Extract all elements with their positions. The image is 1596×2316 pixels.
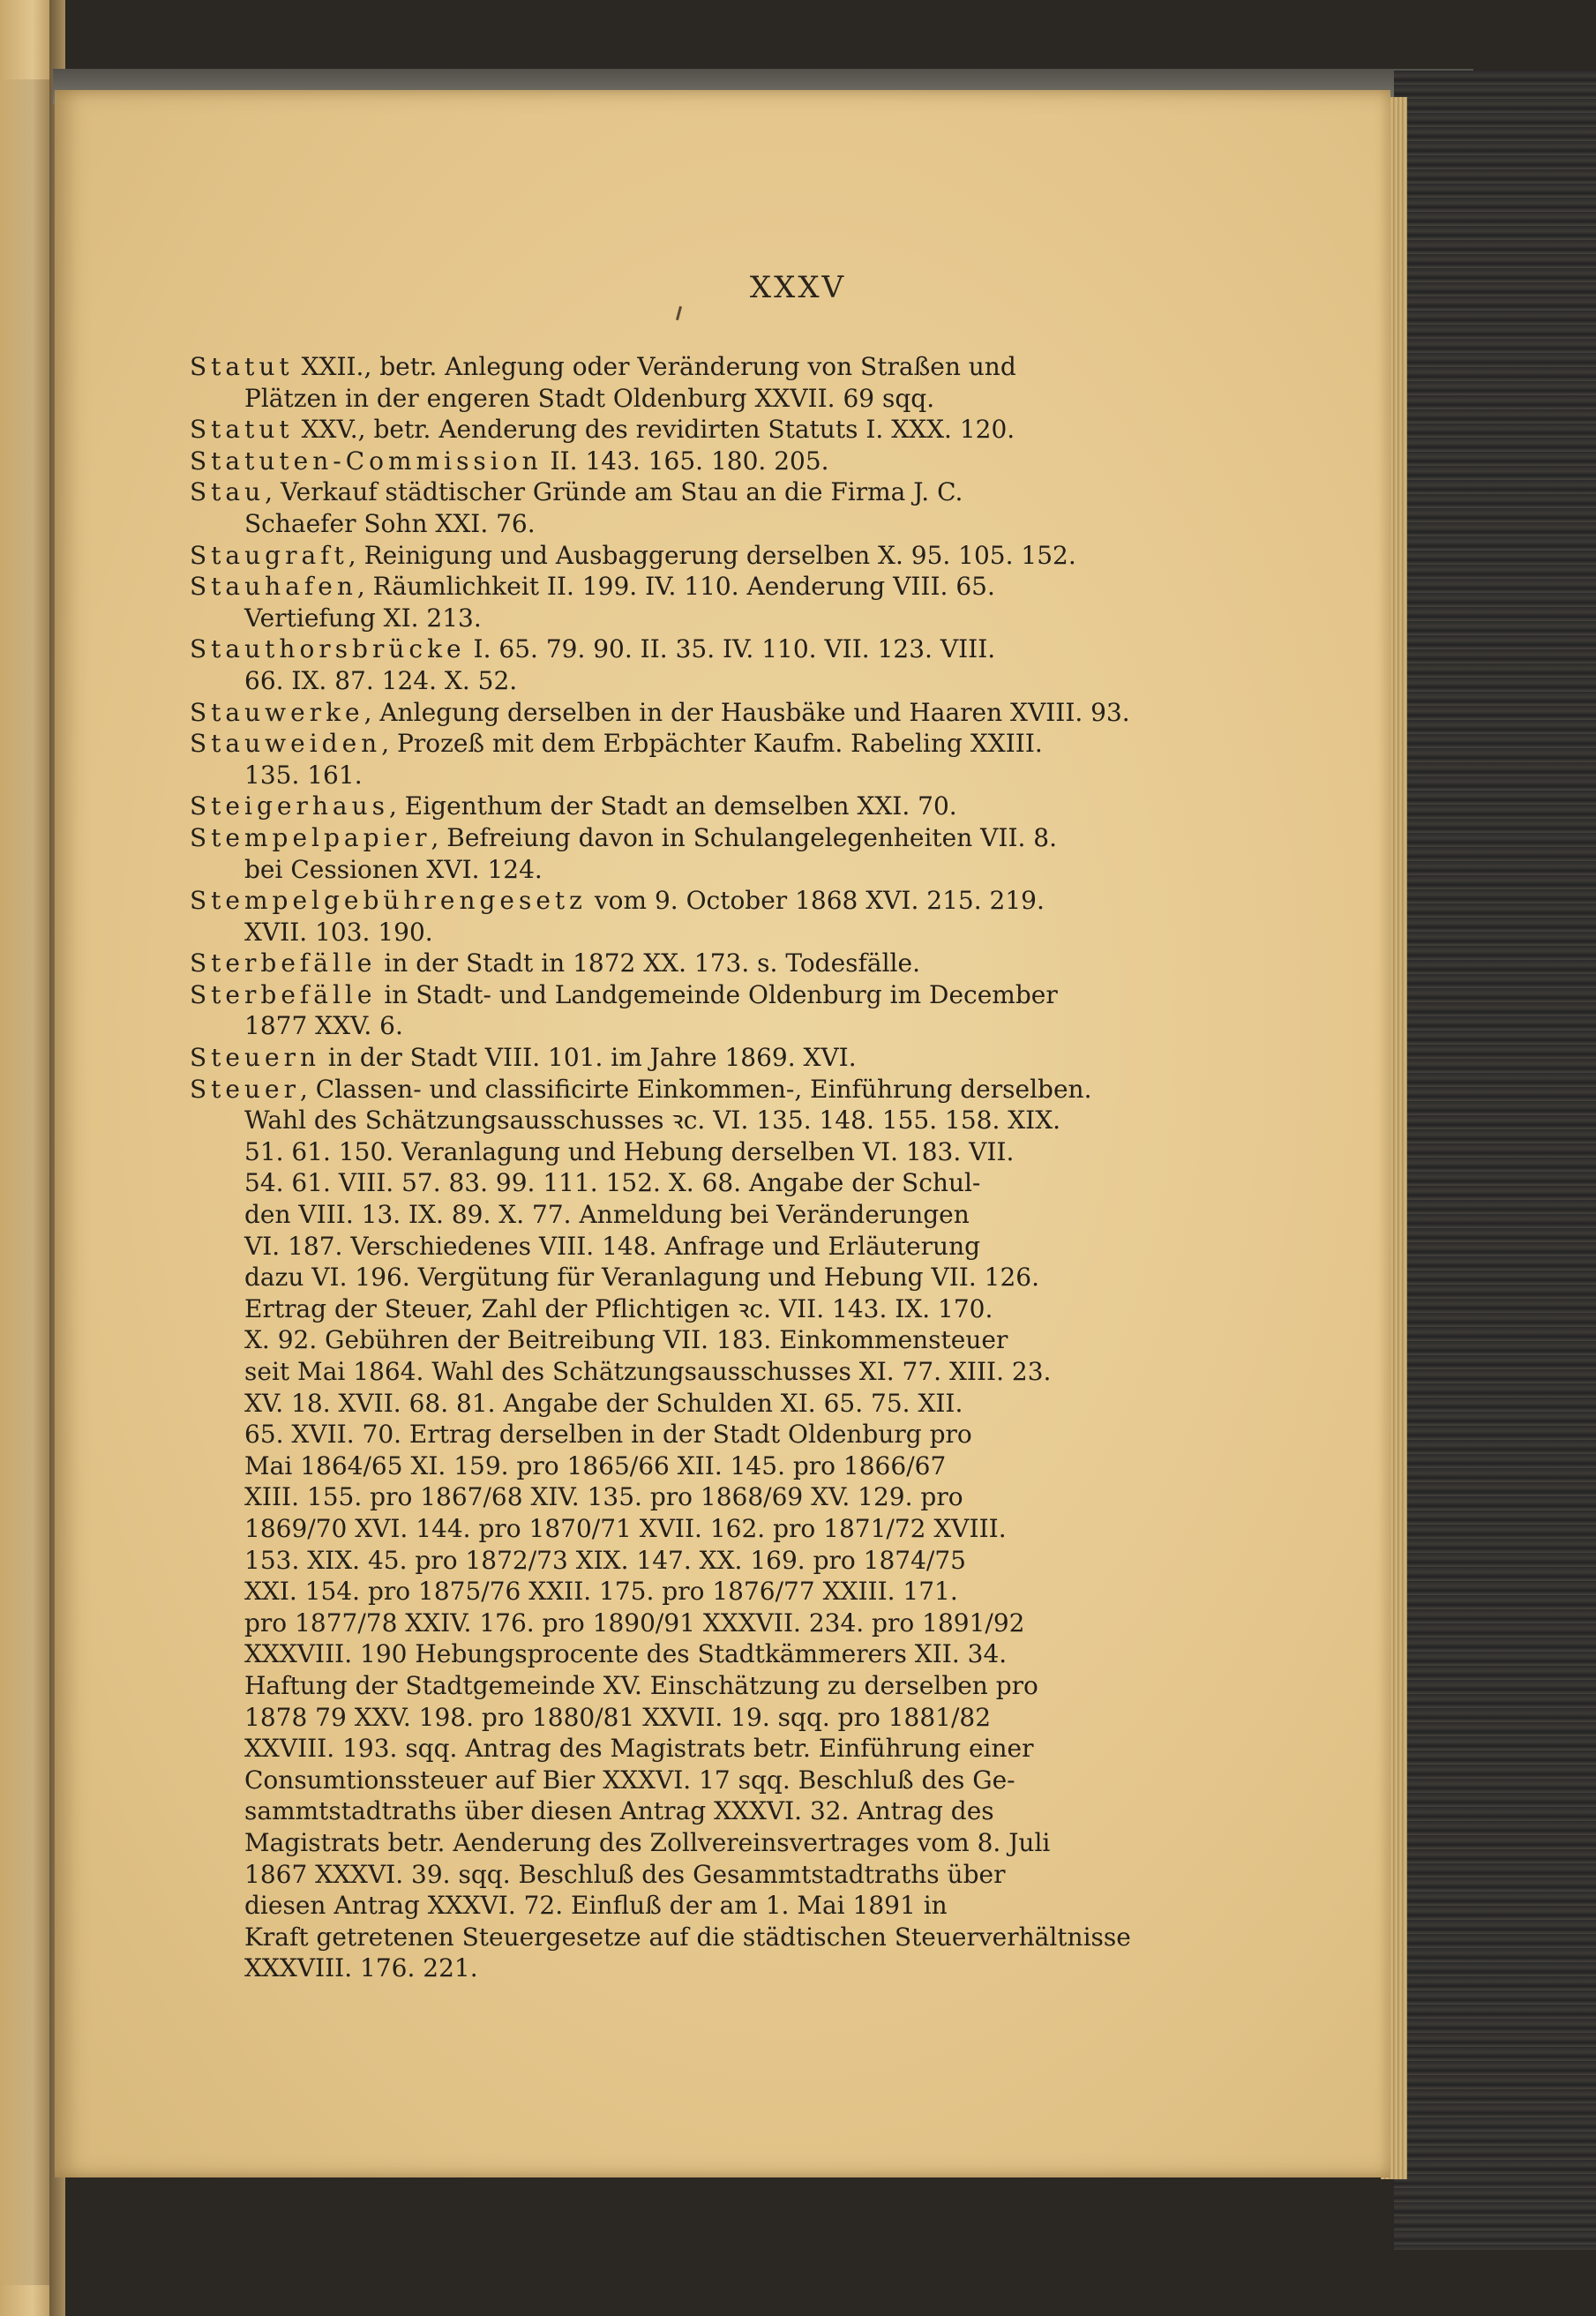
entry-continuation-line xyxy=(190,1167,1138,1199)
entry-continuation-line xyxy=(190,1608,1138,1639)
index-entry xyxy=(190,822,1138,885)
entry-continuation-line xyxy=(190,760,1138,791)
entry-continuation-line xyxy=(190,508,1138,540)
entry-text: 1867 XXXVI. 39. sqq. Beschluß des Gesammtstadtraths über xyxy=(244,1859,1006,1889)
entry-headword: Sterbefälle xyxy=(190,948,377,978)
entry-continuation-line xyxy=(190,1199,1138,1231)
entry-first-line xyxy=(190,1074,1138,1106)
entry-headword: Steuer xyxy=(190,1074,300,1104)
index-entry xyxy=(190,540,1138,572)
entry-text: dazu VI. 196. Vergütung für Veranlagung und Hebung VII. 126. xyxy=(244,1263,1039,1293)
entry-continuation-line xyxy=(190,1827,1138,1859)
entry-text: XIII. 155. pro 1867/68 XIV. 135. pro 1868/69 XV. 129. pro xyxy=(244,1482,963,1512)
entry-text: II. 143. 165. 180. 205. xyxy=(542,446,829,476)
entry-headword: Steigerhaus xyxy=(190,791,389,821)
entry-continuation-line xyxy=(190,1765,1138,1796)
entry-first-line xyxy=(190,948,1138,979)
entry-text: 1877 XXV. 6. xyxy=(244,1011,403,1041)
entry-text: 1869/70 XVI. 144. pro 1870/71 XVII. 162. pro 1871/72 XVIII. xyxy=(244,1513,1007,1543)
entry-text: 65. XVII. 70. Ertrag derselben in der Stadt Oldenburg pro xyxy=(244,1420,972,1450)
index-entry xyxy=(190,791,1138,822)
entry-continuation-line xyxy=(190,1481,1138,1513)
entry-text: 135. 161. xyxy=(244,760,363,790)
entry-text: , Verkauf städtischer Gründe am Stau an die Firma J. C. xyxy=(265,477,963,507)
index-entry xyxy=(190,1074,1138,1984)
entry-headword: Staugraft xyxy=(190,540,348,570)
entry-text: VI. 187. Verschiedenes VIII. 148. Anfrage und Erläuterung xyxy=(244,1231,981,1261)
entry-continuation-line xyxy=(190,1890,1138,1922)
entry-continuation-line xyxy=(190,1922,1138,1953)
entry-text: XVII. 103. 190. xyxy=(244,917,433,947)
entry-first-line xyxy=(190,351,1138,383)
entry-text: , Räumlichkeit II. 199. IV. 110. Aenderung VIII. 65. xyxy=(356,572,995,602)
left-page-shadow xyxy=(0,79,55,2285)
entry-text: Schaefer Sohn XXI. 76. xyxy=(244,508,536,538)
entry-continuation-line xyxy=(190,1356,1138,1388)
entry-text: , Befreiung davon in Schulangelegenheiten VII. 8. xyxy=(431,822,1058,852)
entry-continuation-line xyxy=(190,1388,1138,1420)
entry-text: XXXVIII. 176. 221. xyxy=(244,1953,478,1983)
entry-text: den VIII. 13. IX. 89. X. 77. Anmeldung bei Veränderungen xyxy=(244,1200,970,1230)
entry-text: Plätzen in der engeren Stadt Oldenburg XXVII. 69 sqq. xyxy=(244,383,935,413)
entry-text: pro 1877/78 XXIV. 176. pro 1890/91 XXXVII. 234. pro 1891/92 xyxy=(244,1608,1025,1638)
entry-continuation-line xyxy=(190,1262,1138,1293)
entry-first-line xyxy=(190,697,1138,729)
entry-text: XV. 18. XVII. 68. 81. Angabe der Schulden XI. 65. 75. XII. xyxy=(244,1388,963,1418)
index-entry xyxy=(190,414,1138,446)
index-entry xyxy=(190,697,1138,729)
entry-first-line xyxy=(190,540,1138,572)
entry-text: 51. 61. 150. Veranlagung und Hebung derselben VI. 183. VII. xyxy=(244,1136,1015,1166)
entry-text: Wahl des Schätzungsausschusses ꝛc. VI. 135. 148. 155. 158. XIX. xyxy=(244,1106,1061,1136)
index-entry xyxy=(190,351,1138,414)
index-entry xyxy=(190,979,1138,1042)
index-entry xyxy=(190,633,1138,696)
entry-headword: Statut xyxy=(190,352,294,381)
entry-continuation-line xyxy=(190,1545,1138,1577)
entry-continuation-line xyxy=(190,1010,1138,1042)
entry-text: X. 92. Gebühren der Beitreibung VII. 183. Einkommensteuer xyxy=(244,1325,1008,1355)
entry-text: , Anlegung derselben in der Hausbäke und Haaren XVIII. 93. xyxy=(363,697,1130,727)
entry-continuation-line xyxy=(190,1105,1138,1136)
entry-continuation-line xyxy=(190,1733,1138,1765)
entry-continuation-line xyxy=(190,917,1138,948)
entry-headword: Stauhafen xyxy=(190,572,357,602)
page-header: XXXV xyxy=(749,270,847,305)
entry-text: XXVIII. 193. sqq. Antrag des Magistrats betr. Einführung einer xyxy=(244,1734,1034,1764)
entry-first-line xyxy=(190,822,1138,854)
entry-headword: Stauweiden xyxy=(190,729,382,759)
entry-first-line xyxy=(190,979,1138,1011)
entry-continuation-line xyxy=(190,1419,1138,1450)
entry-text: 153. XIX. 45. pro 1872/73 XIX. 147. XX. 169. pro 1874/75 xyxy=(244,1545,966,1575)
entry-text: Haftung der Stadtgemeinde XV. Einschätzung zu derselben pro xyxy=(244,1670,1038,1700)
index-entry xyxy=(190,571,1138,633)
entry-text: seit Mai 1864. Wahl des Schätzungsausschusses XI. 77. XIII. 23. xyxy=(244,1357,1052,1386)
entry-text: vom 9. October 1868 XVI. 215. 219. xyxy=(586,886,1045,916)
entry-continuation-line xyxy=(190,1324,1138,1356)
entry-text: Magistrats betr. Aenderung des Zollvereinsvertrages vom 8. Juli xyxy=(244,1827,1051,1857)
entry-headword: Stauthorsbrücke xyxy=(190,634,466,664)
index-entry xyxy=(190,476,1138,539)
index-entry xyxy=(190,728,1138,791)
entry-continuation-line xyxy=(190,1293,1138,1325)
entry-headword: Stau xyxy=(190,477,266,507)
entry-text: , Reinigung und Ausbaggerung derselben X. 95. 105. 152. xyxy=(348,540,1076,570)
index-entry xyxy=(190,446,1138,477)
entry-text: sammtstadtraths über diesen Antrag XXXVI. 32. Antrag des xyxy=(244,1796,994,1826)
entry-continuation-line xyxy=(190,1859,1138,1891)
entry-continuation-line xyxy=(190,665,1138,697)
entry-continuation-line xyxy=(190,1670,1138,1702)
entry-text: XXXVIII. 190 Hebungsprocente des Stadtkämmerers XII. 34. xyxy=(244,1639,1008,1669)
entry-text: 1878 79 XXV. 198. pro 1880/81 XXVII. 19. sqq. pro 1881/82 xyxy=(244,1702,992,1732)
entry-continuation-line xyxy=(190,1231,1138,1263)
entry-first-line xyxy=(190,446,1138,477)
entry-continuation-line xyxy=(190,1450,1138,1482)
entry-first-line xyxy=(190,885,1138,917)
entry-text: in der Stadt in 1872 XX. 173. s. Todesfälle. xyxy=(376,948,920,978)
entry-text: Vertiefung XI. 213. xyxy=(244,603,482,633)
entry-first-line xyxy=(190,728,1138,760)
entry-headword: Stauwerke xyxy=(190,697,364,727)
entry-first-line xyxy=(190,571,1138,603)
entry-text: , Classen- und classificirte Einkommen-, Einführung derselben. xyxy=(300,1074,1092,1104)
entry-continuation-line xyxy=(190,1702,1138,1734)
entry-headword: Stempelpapier xyxy=(190,822,431,852)
entry-continuation-line xyxy=(190,1136,1138,1168)
entry-text: , Prozeß mit dem Erbpächter Kaufm. Rabeling XXIII. xyxy=(381,729,1043,759)
entry-first-line xyxy=(190,476,1138,508)
entry-text: Ertrag der Steuer, Zahl der Pflichtigen ꝛc. VII. 143. IX. 170. xyxy=(244,1293,993,1323)
entry-continuation-line xyxy=(190,1576,1138,1608)
entry-text: I. 65. 79. 90. II. 35. IV. 110. VII. 123. VIII. xyxy=(465,634,996,664)
entry-continuation-line xyxy=(190,1795,1138,1827)
entry-headword: Steuern xyxy=(190,1043,321,1073)
book-cover-spine xyxy=(1394,71,1596,2250)
entry-text: in Stadt- und Landgemeinde Oldenburg im December xyxy=(376,979,1058,1009)
entry-first-line xyxy=(190,791,1138,822)
entry-text: Kraft getretenen Steuergesetze auf die städtischen Steuerverhältnisse xyxy=(244,1922,1131,1952)
entry-text: bei Cessionen XVI. 124. xyxy=(244,854,543,884)
entry-continuation-line xyxy=(190,854,1138,886)
entry-text: Mai 1864/65 XI. 159. pro 1865/66 XII. 145. pro 1866/67 xyxy=(244,1450,947,1480)
entry-headword: Statuten-Commission xyxy=(190,446,543,476)
entry-text: XXI. 154. pro 1875/76 XXII. 175. pro 1876/77 XXIII. 171. xyxy=(244,1577,958,1607)
entry-headword: Stempelgebührengesetz xyxy=(190,886,587,916)
entry-continuation-line xyxy=(190,1513,1138,1545)
index-entry xyxy=(190,948,1138,979)
entry-first-line xyxy=(190,633,1138,665)
entry-continuation-line xyxy=(190,1952,1138,1984)
entry-text: diesen Antrag XXXVI. 72. Einfluß der am 1. Mai 1891 in xyxy=(244,1891,948,1921)
entry-text: XXII., betr. Anlegung oder Veränderung von Straßen und xyxy=(293,352,1016,381)
index-entry xyxy=(190,885,1138,948)
index-entries xyxy=(190,351,1138,1984)
entry-first-line xyxy=(190,1042,1138,1074)
entry-text: , Eigenthum der Stadt an demselben XXI. 70. xyxy=(388,791,957,821)
entry-text: 54. 61. VIII. 57. 83. 99. 111. 152. X. 68. Angabe der Schul- xyxy=(244,1168,981,1198)
entry-headword: Sterbefälle xyxy=(190,979,377,1009)
entry-text: in der Stadt VIII. 101. im Jahre 1869. XVI. xyxy=(320,1043,857,1073)
entry-text: 66. IX. 87. 124. X. 52. xyxy=(244,665,518,695)
entry-continuation-line xyxy=(190,1638,1138,1670)
entry-text: XXV., betr. Aenderung des revidirten Statuts I. XXX. 120. xyxy=(293,415,1015,445)
entry-first-line xyxy=(190,414,1138,446)
index-entry xyxy=(190,1042,1138,1074)
entry-headword: Statut xyxy=(190,415,294,445)
entry-continuation-line xyxy=(190,603,1138,634)
entry-continuation-line xyxy=(190,383,1138,415)
entry-text: Consumtionssteuer auf Bier XXXVI. 17 sqq. Beschluß des Ge- xyxy=(244,1765,1015,1795)
pencil-mark xyxy=(676,306,682,320)
